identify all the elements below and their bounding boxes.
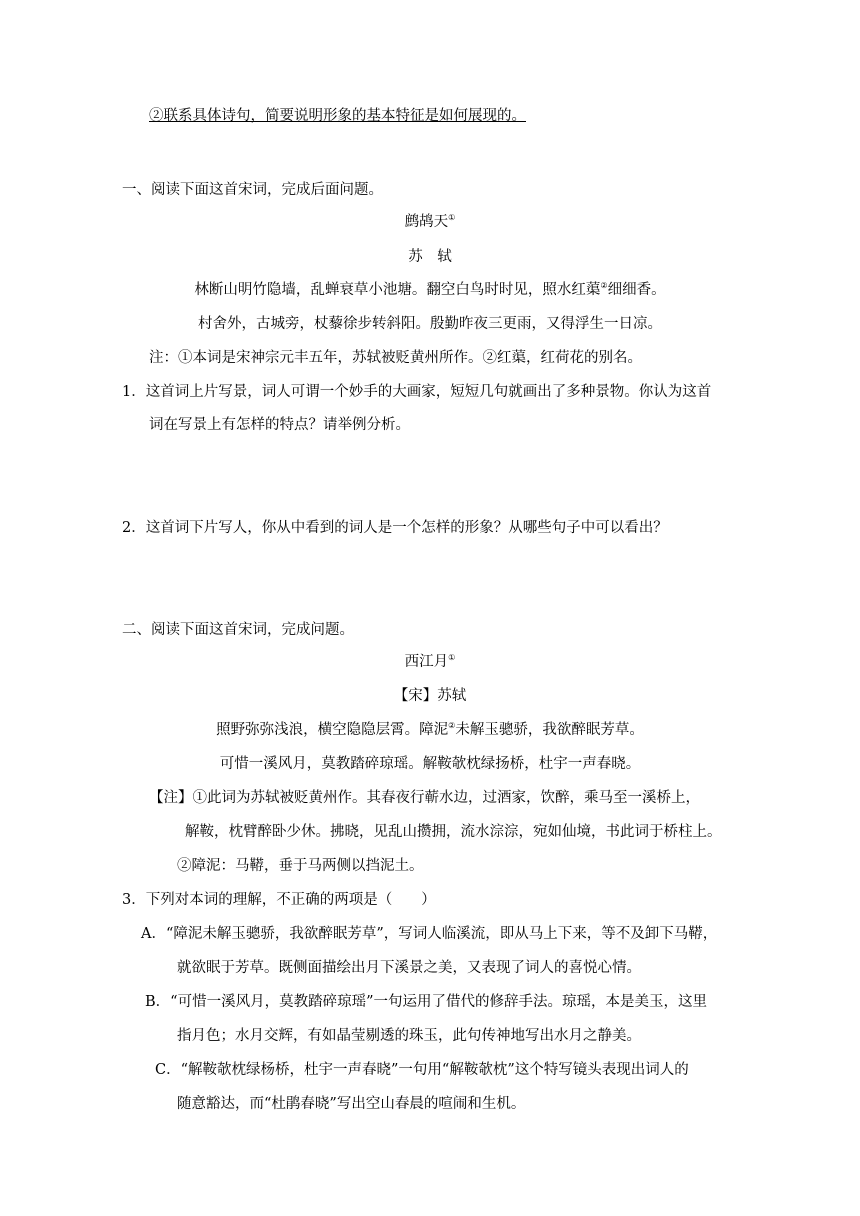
question-1-line2: 词在写景上有怎样的特点？请举例分析。 [149, 417, 410, 433]
poem1-line1-b: 细细香。 [607, 282, 666, 298]
option-c-line2: 随意豁达，而“杜鹃春晓”写出空山春晨的喧闹和生机。 [177, 1096, 526, 1112]
poem2-note-line3: ②障泥：马鞯，垂于马两侧以挡泥土。 [177, 858, 424, 874]
question-1-line1: 1．这首词上片写景，词人可谓一个妙手的大画家，短短几句就画出了多种景物。你认为这首 [122, 384, 712, 400]
option-b-line2: 指月色；水月交辉，有如晶莹剔透的珠玉，此句传神地写出水月之静美。 [177, 1028, 641, 1044]
poem1-title-footnote: ① [448, 213, 456, 222]
poem1-title [0, 212, 860, 232]
poem2-line1-b: 未解玉骢骄，我欲醉眠芳草。 [455, 722, 644, 738]
option-a-line1: A．“障泥未解玉骢骄，我欲醉眠芳草”，写词人临溪流，即从马上下来，等不及卸下马鞯， [141, 926, 718, 942]
poem2-title [0, 652, 860, 672]
poem2-note-line2: 解鞍，枕臂醉卧少休。拂晓，见乱山攒拥，流水淙淙，宛如仙境，书此词于桥柱上。 [185, 824, 722, 840]
poem1-title-text: 鹧鸪天 [404, 214, 449, 230]
poem2-author: 【宋】苏轼 [393, 688, 467, 704]
poem2-line1-a: 照野弥弥浅浪，横空隐隐层霄。障泥 [216, 722, 449, 738]
section1-heading: 一、阅读下面这首宋词，完成后面问题。 [122, 182, 383, 198]
poem1-line2: 村舍外，古城旁，杖藜徐步转斜阳。殷勤昨夜三更雨，又得浮生一日凉。 [198, 316, 662, 332]
poem1-line1-footnote: ② [600, 281, 608, 290]
option-b-line1: B．“可惜一溪风月，莫教踏碎琼瑶”一句运用了借代的修辞手法。琼瑶，本是美玉，这里 [145, 994, 707, 1010]
question-2: 2．这首词下片写人，你从中看到的词人是一个怎样的形象？从哪些句子中可以看出？ [122, 520, 668, 536]
poem2-line2: 可惜一溪风月，莫教踏碎琼瑶。解鞍欹枕绿扬桥，杜宇一声春晓。 [219, 756, 641, 772]
intro-question: ②联系具体诗句，简要说明形象的基本特征是如何展现的。 [149, 108, 526, 124]
section2-heading: 二、阅读下面这首宋词，完成问题。 [122, 622, 354, 638]
poem2-title-text: 西江月 [404, 654, 449, 670]
poem1-author: 苏 轼 [408, 249, 452, 265]
poem2-line1-footnote: ② [448, 721, 456, 730]
poem1-line1-a: 林断山明竹隐墙，乱蝉衰草小池塘。翻空白鸟时时见，照水红蕖 [194, 282, 601, 298]
poem2-line1 [0, 720, 860, 740]
poem2-title-footnote: ① [448, 653, 456, 662]
poem1-annotation: 注：①本词是宋神宗元丰五年，苏轼被贬黄州所作。②红蕖，红荷花的别名。 [149, 350, 642, 366]
poem2-note-line1: 【注】①此词为苏轼被贬黄州作。其春夜行蕲水边，过酒家，饮醉，乘马至一溪桥上， [149, 790, 700, 806]
poem1-line1 [0, 280, 860, 300]
option-a-line2: 就欲眠于芳草。既侧面描绘出月下溪景之美，又表现了词人的喜悦心情。 [177, 960, 641, 976]
option-c-line1: C．“解鞍欹枕绿杨桥，杜宇一声春晓”一句用“解鞍欹枕”这个特写镜头表现出词人的 [155, 1062, 689, 1078]
question-3: 3．下列对本词的理解，不正确的两项是（ ） [122, 892, 436, 908]
